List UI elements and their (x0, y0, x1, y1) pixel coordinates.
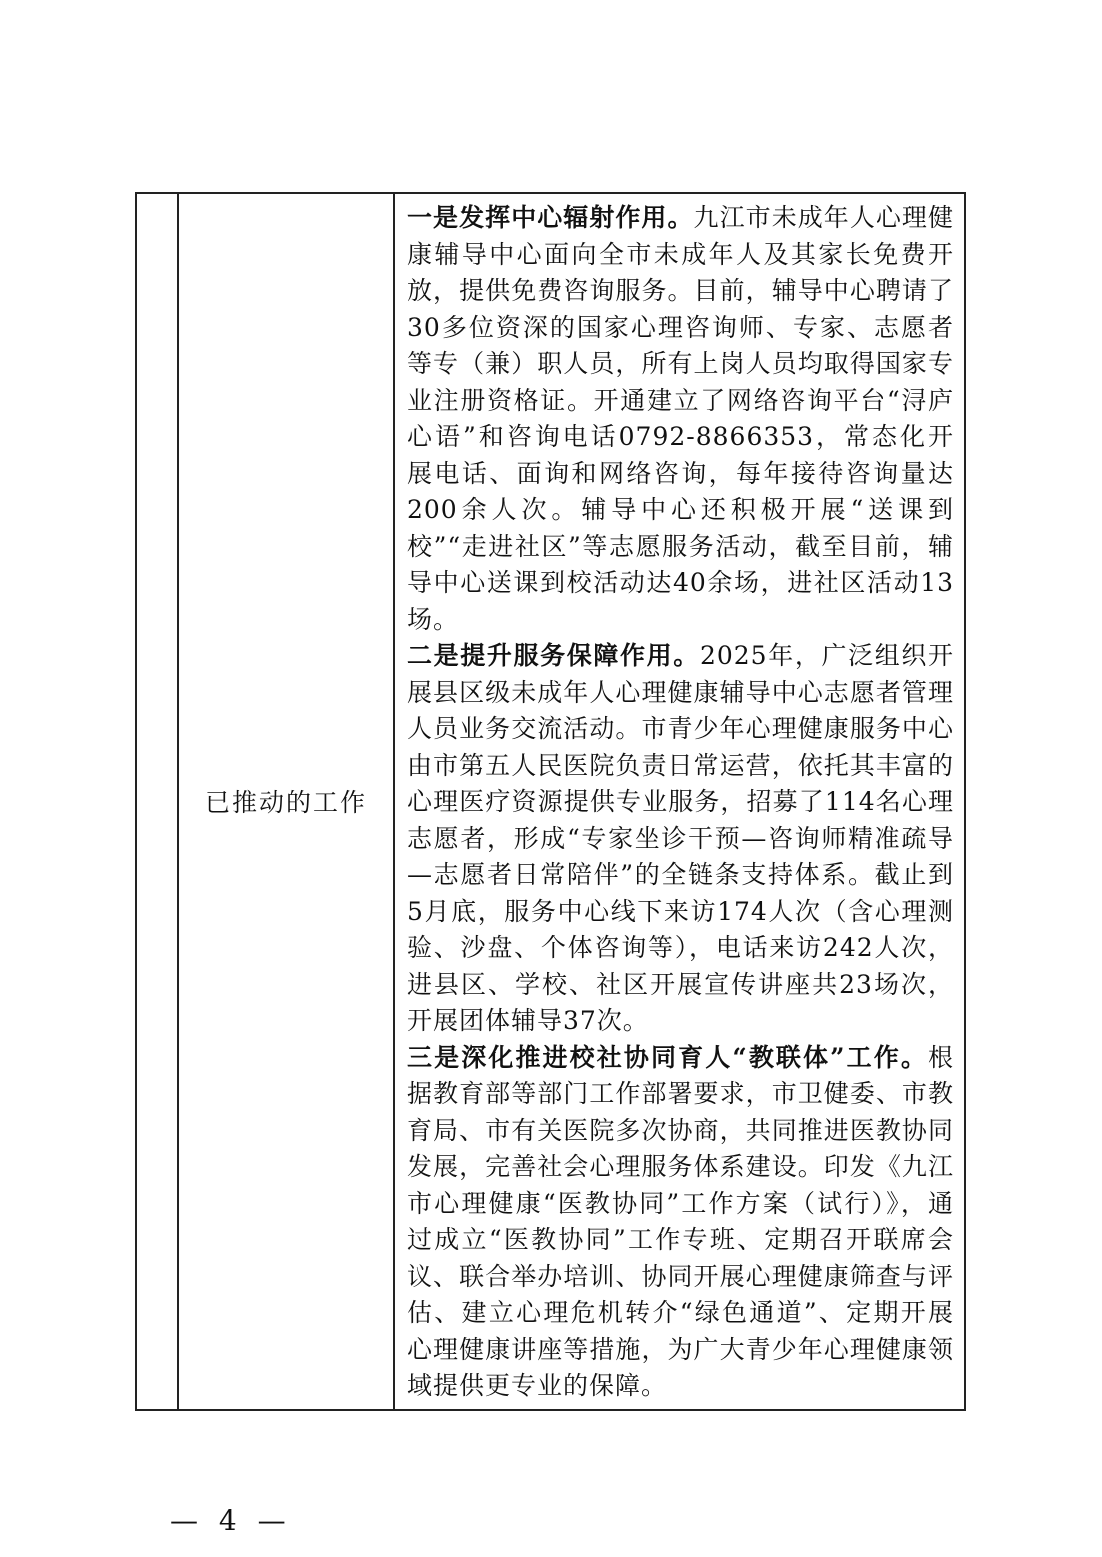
item-3-paragraph (407, 1040, 954, 1405)
content-cell (394, 193, 965, 1410)
row-label-cell (178, 193, 394, 1410)
page-number: — 4 — (170, 1504, 292, 1537)
table-row (136, 193, 965, 1410)
item-1-paragraph (407, 200, 954, 638)
item-3-body: 根据教育部等部门工作部署要求，市卫健委、市教育局、市有关医院多次协商，共同推进医教协同发展，完善社会心理服务体系建设。印发《九江市心理健康“医教协同”工作方案（试行）》，通过成立“医教协同”工作专班、定期召开联席会议、联合举办培训、协同开展心理健康筛查与评估、建立心理危机转介“绿色通道”、定期开展心理健康讲座等措施，为广大青少年心理健康领域提供更专业的保障。 (407, 1042, 954, 1400)
item-2-heading: 二是提升服务保障作用。 (407, 641, 700, 670)
item-1-heading: 一是发挥中心辐射作用。 (407, 203, 694, 232)
item-2-paragraph (407, 638, 954, 1040)
index-cell (136, 193, 178, 1410)
row-label: 已推动的工作 (204, 788, 367, 818)
item-1-body: 九江市未成年人心理健康辅导中心面向全市未成年人及其家长免费开放，提供免费咨询服务。目前，辅导中心聘请了30多位资深的国家心理咨询师、专家、志愿者等专（兼）职人员，所有上岗人员均取得国家专业注册资格证。开通建立了网络咨询平台“浔庐心语”和咨询电话0792-8866353，常态化开展电话、面询和网络咨询，每年接待咨询量达200余人次。辅导中心还积极开展“送课到校”“走进社区”等志愿服务活动，截至目前，辅导中心送课到校活动达40余场，进社区活动13场。 (407, 203, 954, 634)
item-3-heading: 三是深化推进校社协同育人“教联体”工作。 (407, 1042, 928, 1072)
item-2-body: 2025年，广泛组织开展县区级未成年人心理健康辅导中心志愿者管理人员业务交流活动。市青少年心理健康服务中心由市第五人民医院负责日常运营，依托其丰富的心理医疗资源提供专业服务，招募了114名心理志愿者，形成“专家坐诊干预—咨询师精准疏导—志愿者日常陪伴”的全链条支持体系。截止到5月底，服务中心线下来访174人次（含心理测验、沙盘、个体咨询等），电话来访242人次，进县区、学校、社区开展宣传讲座共23场次，开展团体辅导37次。 (407, 641, 954, 1035)
work-table (135, 192, 966, 1411)
